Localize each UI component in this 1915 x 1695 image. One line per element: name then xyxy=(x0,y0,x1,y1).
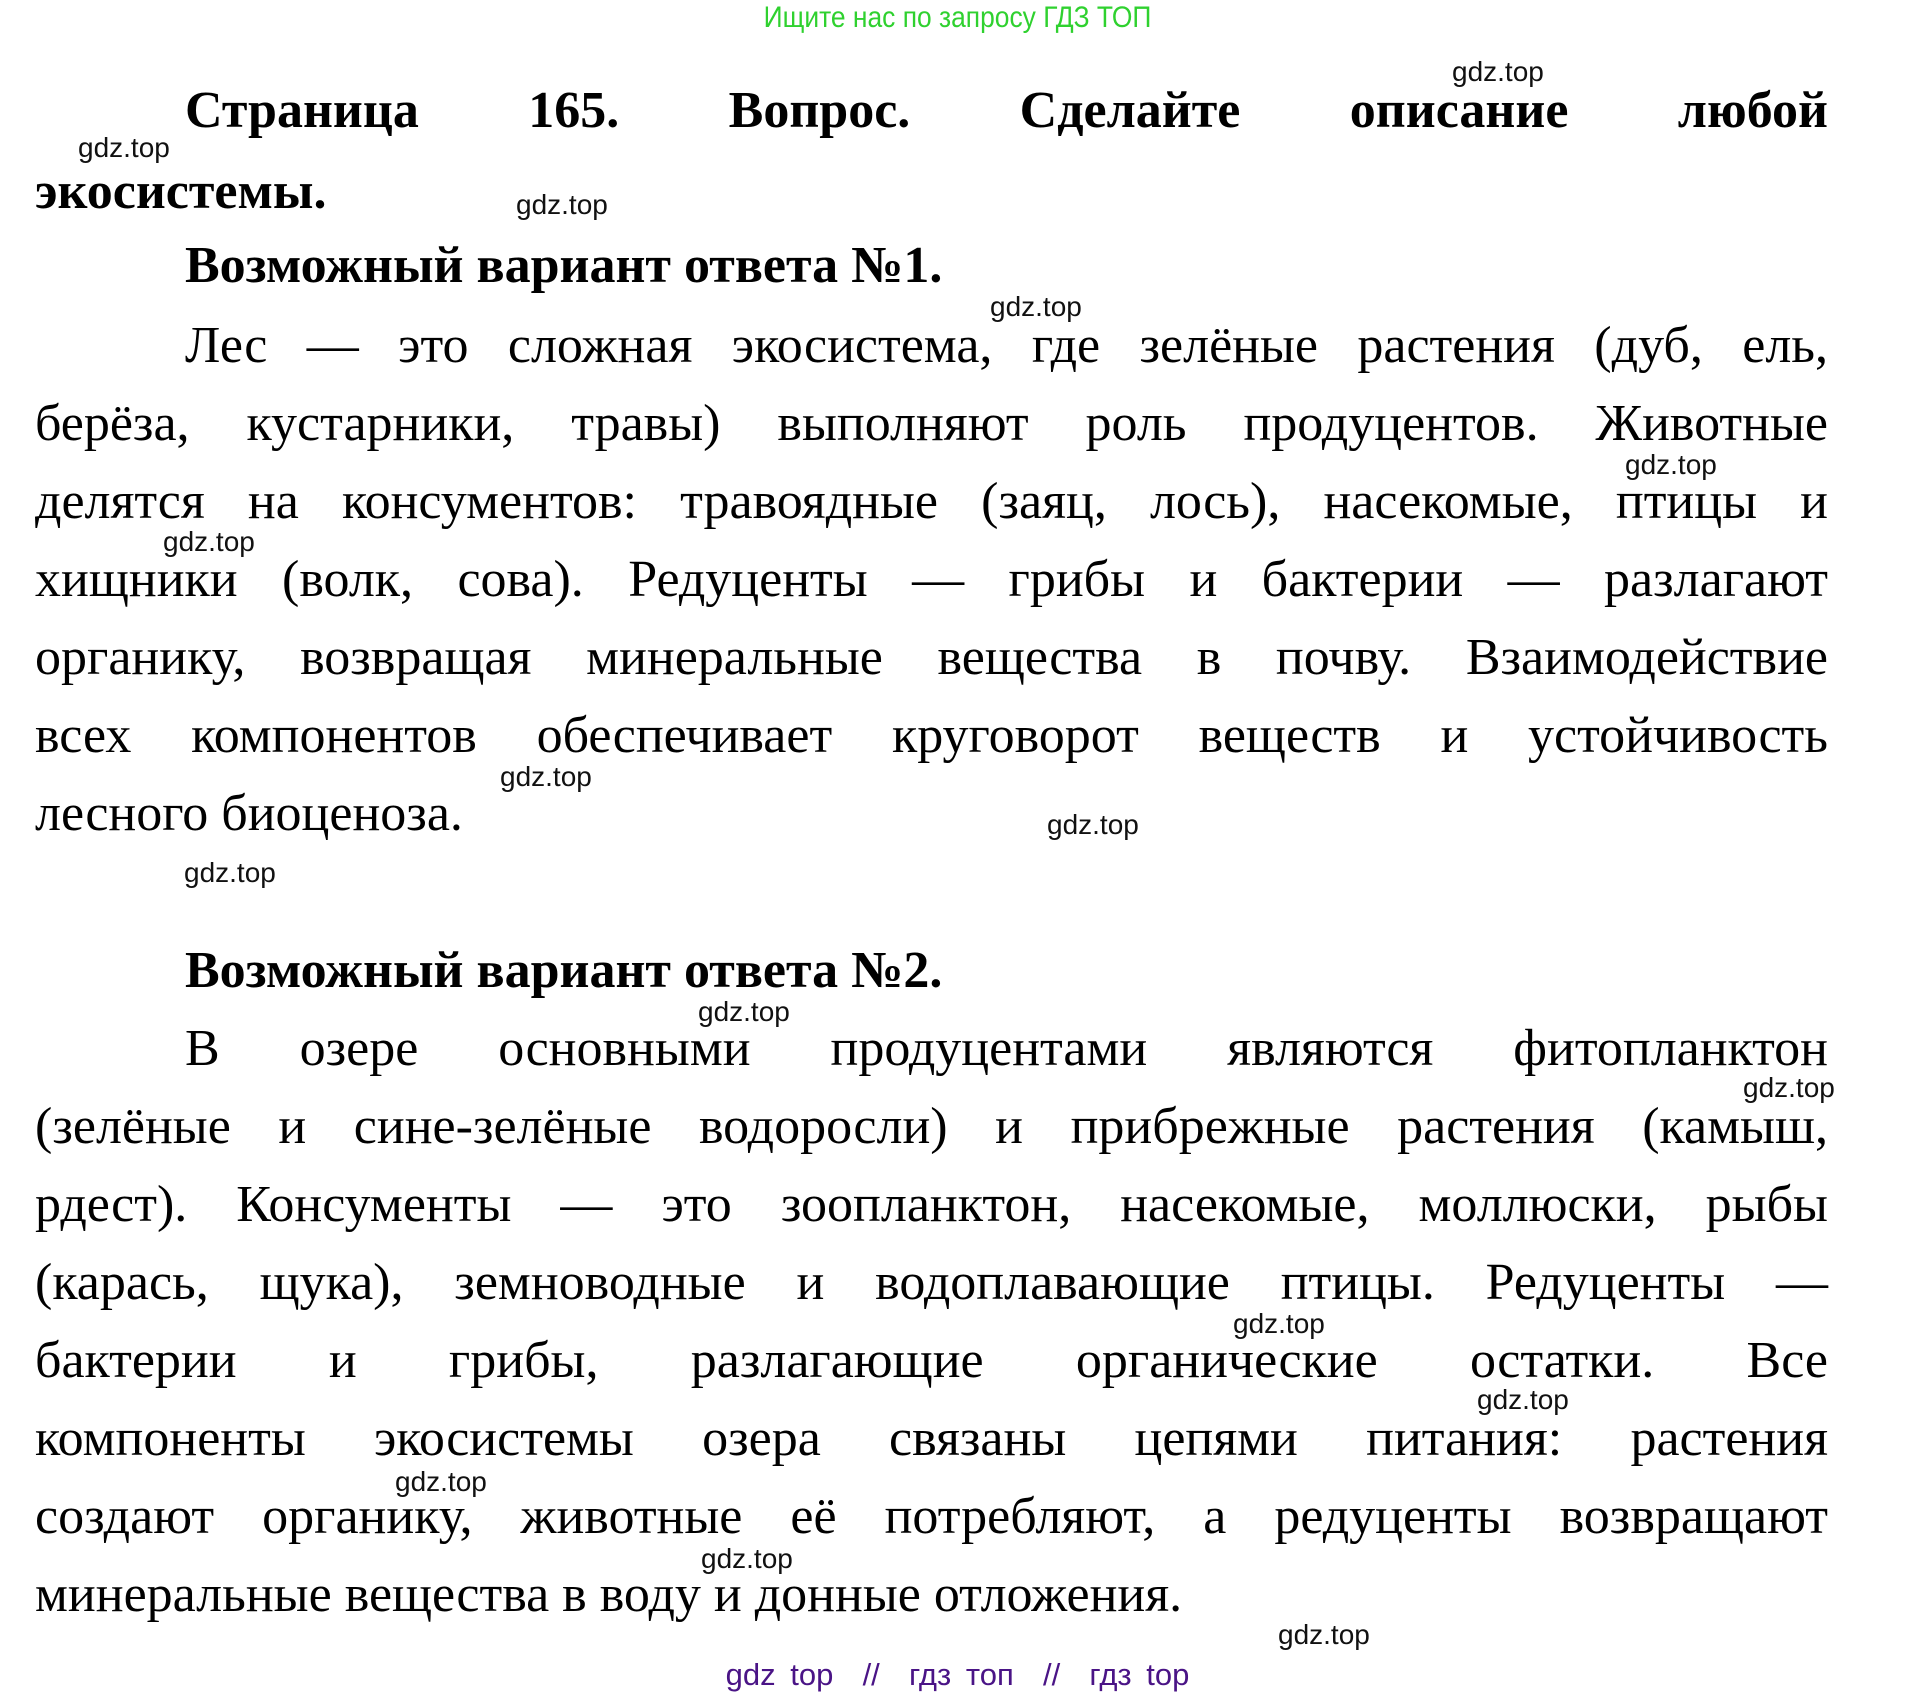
answer2-line: бактерии и грибы, разлагающие органические остатки. Все xyxy=(35,1332,1828,1389)
answer2-line: (зелёные и сине-зелёные водоросли) и прибрежные растения (камыш, xyxy=(35,1098,1828,1155)
watermark: gdz.top xyxy=(1625,449,1717,480)
watermark: gdz.top xyxy=(701,1543,793,1574)
question-title-line-1: Страница 165. Вопрос. Сделайте описание любой xyxy=(185,82,1828,139)
watermark: gdz.top xyxy=(500,761,592,792)
answer1-line: берёза, кустарники, травы) выполняют роль продуцентов. Животные xyxy=(35,395,1828,452)
watermark: gdz.top xyxy=(1477,1384,1569,1415)
watermark: gdz.top xyxy=(990,291,1082,322)
watermark: gdz.top xyxy=(1278,1619,1370,1650)
answer2-line: минеральные вещества в воду и донные отложения. xyxy=(35,1566,1183,1623)
answer1-heading: Возможный вариант ответа №1. xyxy=(185,237,943,294)
answer2-line: (карась, щука), земноводные и водоплавающие птицы. Редуценты — xyxy=(35,1254,1828,1311)
answer1-line: лесного биоценоза. xyxy=(35,785,463,842)
watermark: gdz.top xyxy=(1047,809,1139,840)
answer1-line: хищники (волк, сова). Редуценты — грибы и бактерии — разлагают xyxy=(35,551,1828,608)
watermark: gdz.top xyxy=(516,189,608,220)
question-title-line-2: экосистемы. xyxy=(35,163,327,220)
answer2-line: В озере основными продуцентами являются фитопланктон xyxy=(185,1020,1828,1077)
watermark: gdz.top xyxy=(184,857,276,888)
answer2-line: рдест). Консументы — это зоопланктон, насекомые, моллюски, рыбы xyxy=(35,1176,1828,1233)
watermark: gdz.top xyxy=(1743,1072,1835,1103)
answer2-line: создают органику, животные её потребляют, а редуценты возвращают xyxy=(35,1488,1828,1545)
answer1-line: делятся на консументов: травоядные (заяц, лось), насекомые, птицы и xyxy=(35,473,1828,530)
top-banner: Ищите нас по запросу ГДЗ ТОП xyxy=(763,1,1152,34)
answer1-line: Лес — это сложная экосистема, где зелёные растения (дуб, ель, xyxy=(185,317,1828,374)
answer2-line: компоненты экосистемы озера связаны цепями питания: растения xyxy=(35,1410,1828,1467)
answer1-line: органику, возвращая минеральные вещества в почву. Взаимодействие xyxy=(35,629,1828,686)
watermark: gdz.top xyxy=(698,996,790,1027)
watermark: gdz.top xyxy=(1233,1308,1325,1339)
watermark: gdz.top xyxy=(163,526,255,557)
watermark: gdz.top xyxy=(1452,56,1544,87)
answer1-line: всех компонентов обеспечивает круговорот веществ и устойчивость xyxy=(35,707,1828,764)
answer2-heading: Возможный вариант ответа №2. xyxy=(185,942,943,999)
watermark: gdz.top xyxy=(78,132,170,163)
bottom-banner: gdz top // гдз топ // гдз top xyxy=(725,1657,1190,1692)
watermark: gdz.top xyxy=(395,1466,487,1497)
